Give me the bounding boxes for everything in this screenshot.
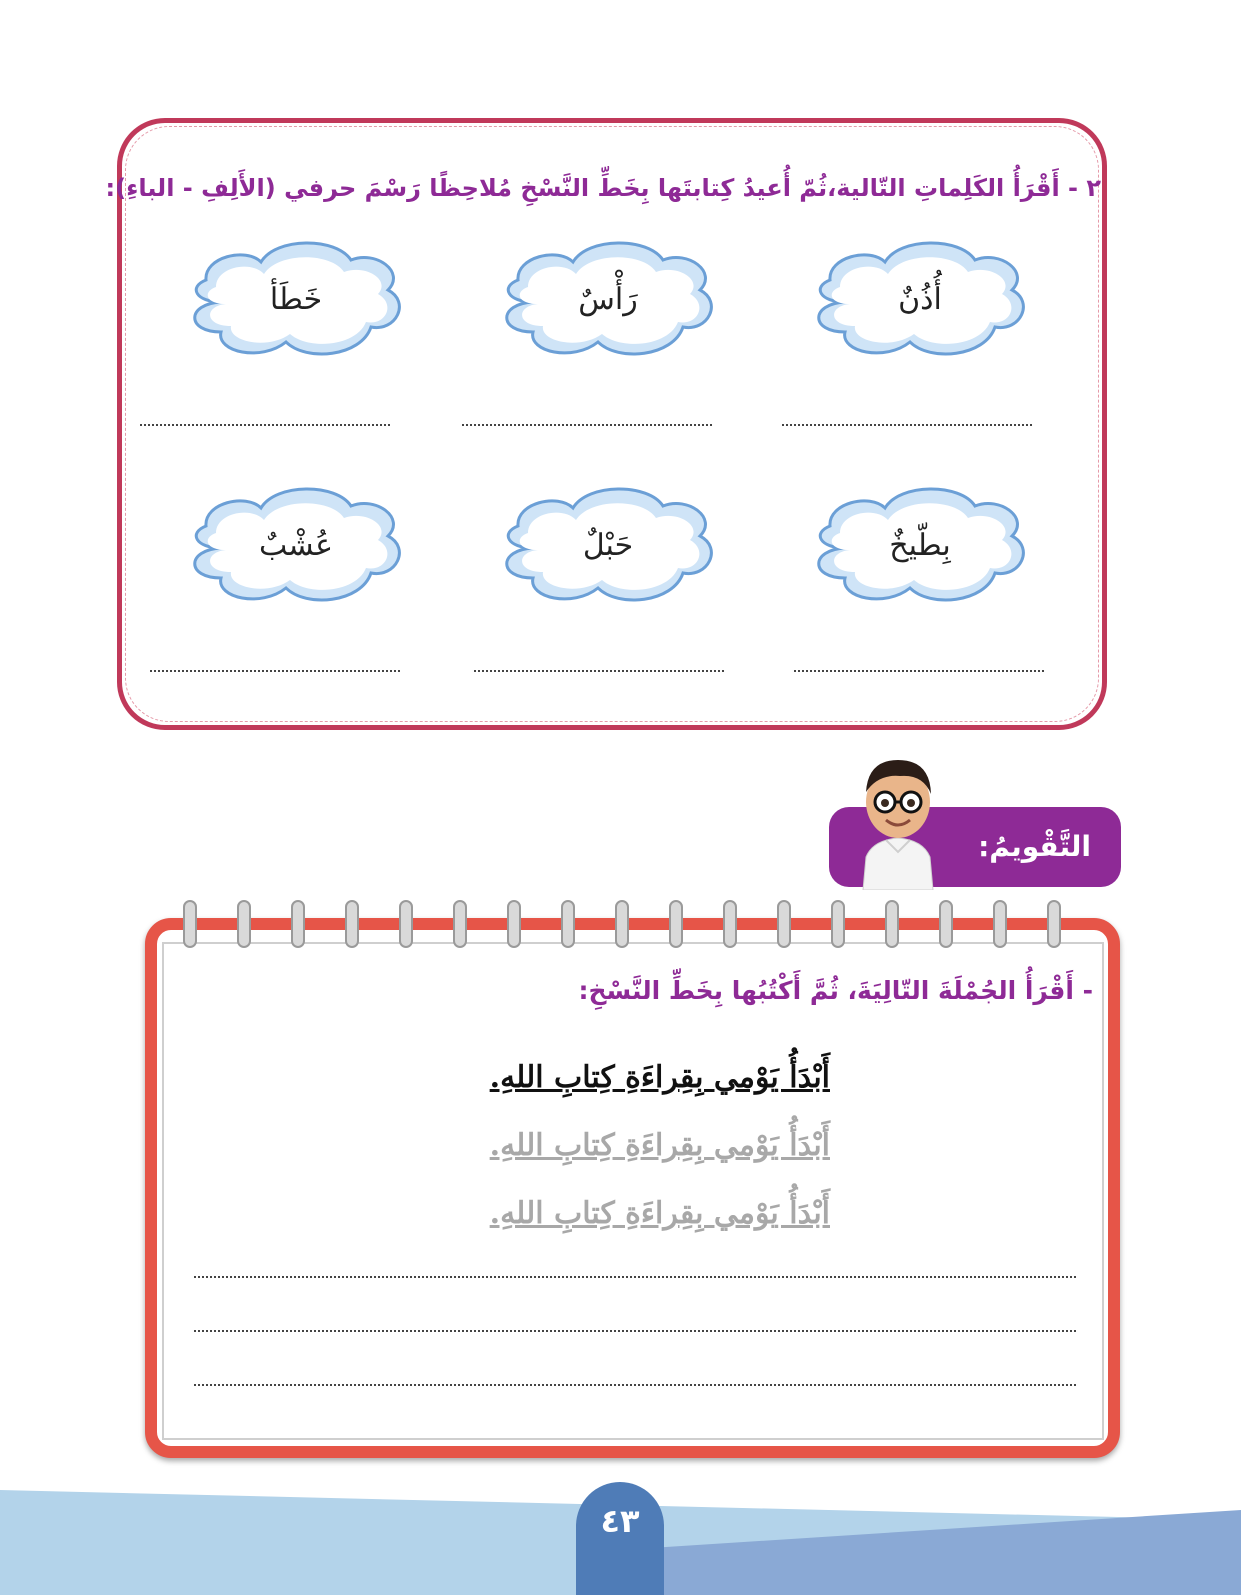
word-cloud [800, 478, 1040, 618]
ring-icon [993, 900, 1007, 948]
writing-line[interactable] [462, 422, 712, 426]
word-text: رَأْسٌ [578, 282, 638, 317]
word-cloud [488, 478, 728, 618]
word-cloud [800, 232, 1040, 372]
ring-icon [885, 900, 899, 948]
word-text: عُشْبٌ [258, 528, 334, 563]
page-number: ٤٣ [600, 1502, 640, 1540]
ring-icon [777, 900, 791, 948]
word-text: حَبْلٌ [582, 528, 634, 563]
writing-line[interactable] [150, 668, 400, 672]
ring-icon [345, 900, 359, 948]
writing-line[interactable] [194, 1330, 1076, 1332]
ring-icon [1047, 900, 1061, 948]
writing-line[interactable] [194, 1276, 1076, 1278]
evaluation-instruction: - أَقْرَأُ الجُمْلَةَ التّالِيَةَ، ثُمَّ أَكْتُبُها بِخَطِّ النَّسْخِ: [578, 976, 1093, 1005]
word-cloud [488, 232, 728, 372]
word-cloud [176, 478, 416, 618]
writing-line[interactable] [782, 422, 1032, 426]
ring-icon [669, 900, 683, 948]
word-text: خَطَأ [269, 282, 323, 317]
ring-icon [237, 900, 251, 948]
writing-line[interactable] [474, 668, 724, 672]
trace-sentence[interactable]: أَبْدَأُ يَوْمي بِقِراءَةِ كِتابِ اللهِ. [489, 1128, 830, 1163]
boy-avatar-icon [848, 752, 948, 890]
exercise-instruction: ٢ - أَقْرَأُ الكَلِماتِ التّالية،ثُمّ أُعيدُ كِتابتَها بِخَطِّ النَّسْخِ مُلاحِظًا رَسْمَ حرفي (الأَلِفِ - الباءِ): [105, 174, 1101, 202]
notebook-page [162, 942, 1104, 1440]
writing-line[interactable] [140, 422, 390, 426]
ring-icon [453, 900, 467, 948]
word-text: بِطّيخٌ [889, 528, 951, 563]
ring-icon [831, 900, 845, 948]
ring-icon [723, 900, 737, 948]
ring-icon [291, 900, 305, 948]
ring-icon [507, 900, 521, 948]
word-cloud [176, 232, 416, 372]
writing-line[interactable] [794, 668, 1044, 672]
trace-sentence[interactable]: أَبْدَأُ يَوْمي بِقِراءَةِ كِتابِ اللهِ. [489, 1196, 830, 1231]
evaluation-label: التَّقْويمُ: [978, 830, 1091, 863]
ring-icon [561, 900, 575, 948]
model-sentence: أَبْدَأُ يَوْمي بِقِراءَةِ كِتابِ اللهِ. [489, 1060, 830, 1095]
writing-line[interactable] [194, 1384, 1076, 1386]
ring-icon [615, 900, 629, 948]
word-text: أُذُنٌ [898, 282, 942, 317]
ring-icon [183, 900, 197, 948]
ring-icon [399, 900, 413, 948]
ring-icon [939, 900, 953, 948]
